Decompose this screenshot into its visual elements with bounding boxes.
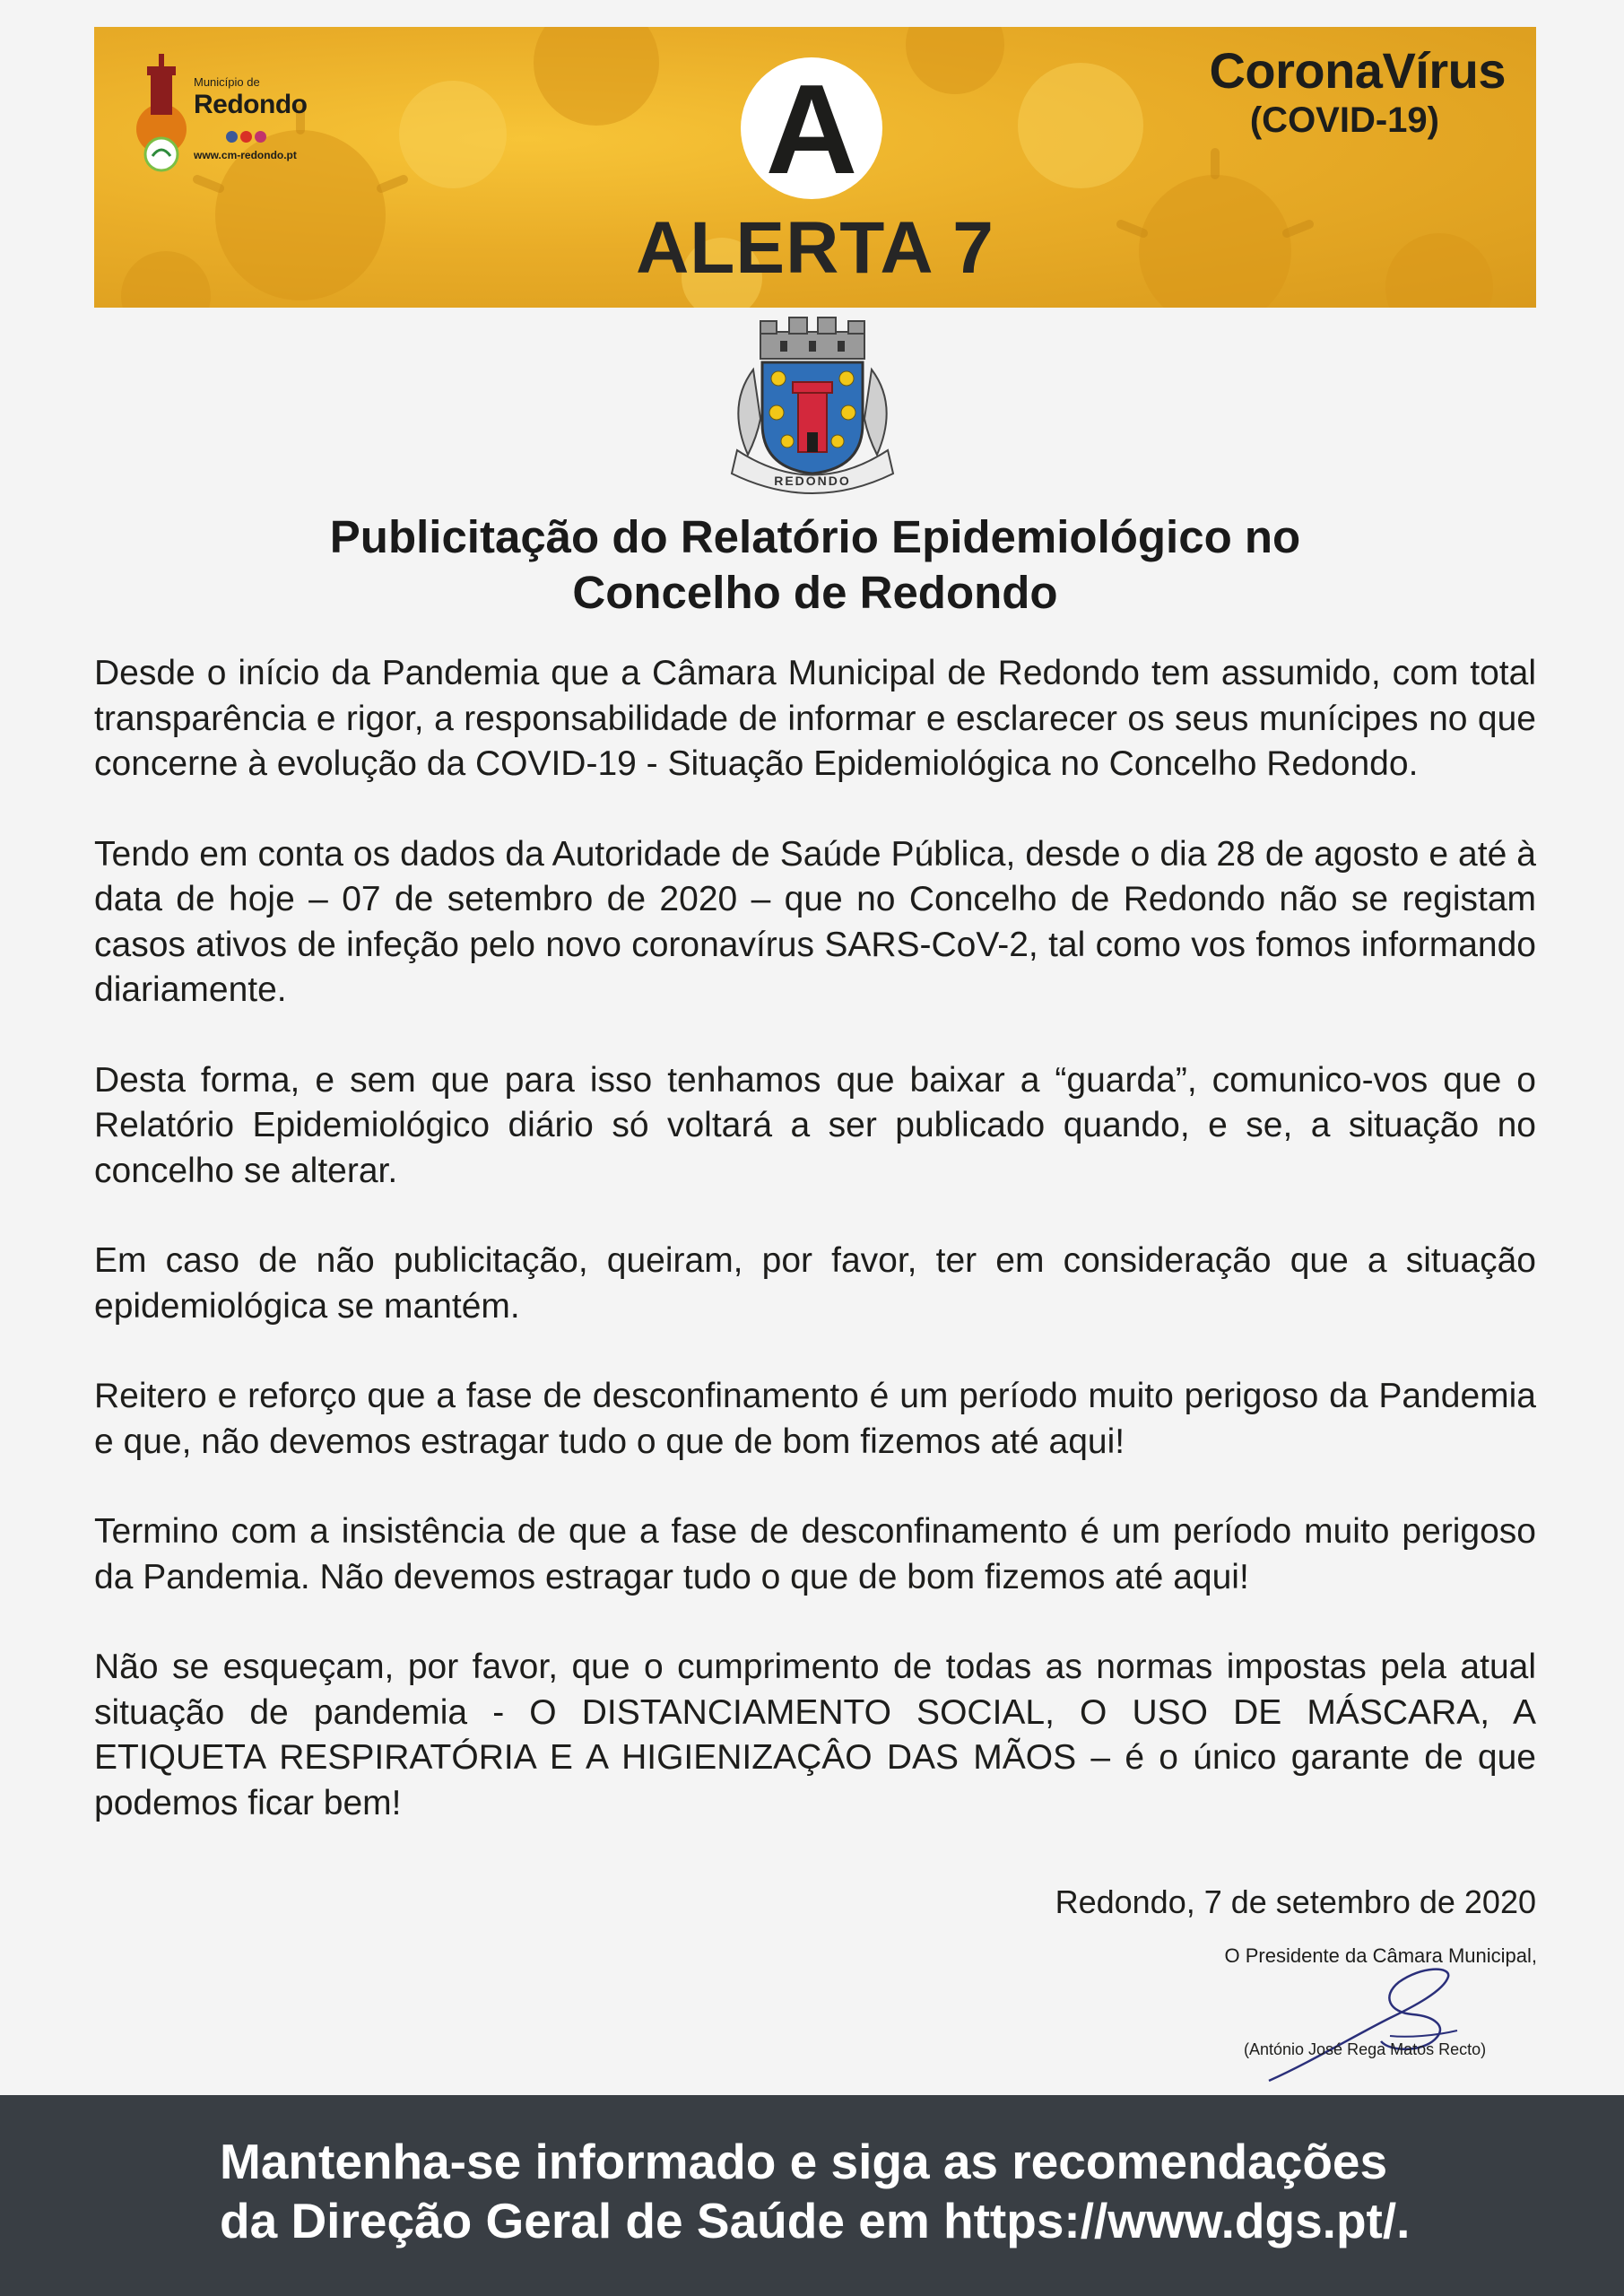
handwritten-signature [1255,1964,1471,2090]
alert-level-letter: A [765,58,858,201]
body-paragraph: Termino com a insistência de que a fase de desconfinamento é um período muito perigoso da Pandemia. Não devemos estragar tudo o que de bom fizemos até aqui! [94,1512,1536,1596]
body-paragraph: Reitero e reforço que a fase de desconfinamento é um período muito perigoso da Pandemia e que, não devemos estragar tudo o que de bom fizemos até aqui! [94,1377,1536,1461]
body-paragraph: Em caso de não publicitação, queiram, por favor, ter em consideração que a situação epidemiológica se mantém. [94,1241,1536,1326]
body-paragraph: Não se esqueçam, por favor, que o cumprimento de todas as normas impostas pela atual situação de pandemia - O DISTANCIAMENTO SOCIAL, O USO DE MÁSCARA, A ETIQUETA RESPIRATÓRIA E A HIGIENIZAÇÂO DAS MÃOS – é o único garante de que podemos ficar bem! [94,1648,1536,1822]
footer-banner [0,2095,1624,2296]
coronavirus-title: CoronaVírus [1209,42,1506,99]
document-title [94,509,1536,621]
coat-of-arms-label: REDONDO [774,474,851,488]
alert-title: ALERTA 7 [636,207,994,289]
social-icons [226,131,280,147]
logo-redondo-label: Redondo [194,90,308,119]
document-body [94,651,1536,1871]
signer-role: O Presidente da Câmara Municipal, [1224,1944,1537,1967]
instagram-icon [255,131,266,143]
castle-tower-icon [135,48,188,174]
body-paragraph: Tendo em conta os dados da Autoridade de Saúde Pública, desde o dia 28 de agosto e até à data de hoje – 07 de setembro de 2020 – que no Concelho de Redondo não se registam casos ativos de infeção pelo novo coronavírus SARS-CoV-2, tal como vos fomos informando diariamente. [94,834,1536,1009]
document-title-line2: Concelho de Redondo [572,567,1058,618]
facebook-icon [226,131,238,143]
logo-municipio-label: Município de [194,75,260,89]
signer-name: (António José Rega Matos Recto) [1244,2040,1487,2058]
footer-message-line1: Mantenha-se informado e siga as recomendações [220,2134,1388,2189]
body-paragraph: Desde o início da Pandemia que a Câmara Municipal de Redondo tem assumido, com total transparência e rigor, a responsabilidade de informar e esclarecer os seus munícipes no que concerne à evolução da COVID-19 - Situação Epidemiológica no Concelho Redondo. [94,654,1536,783]
document-date: Redondo, 7 de setembro de 2020 [1055,1883,1536,1920]
alert-banner [94,27,1536,308]
covid-subtitle: (COVID-19) [1249,100,1439,140]
footer-message-line2: da Direção Geral de Saúde em https://www.dgs.pt/. [220,2193,1411,2248]
body-paragraph: Desta forma, e sem que para isso tenhamos que baixar a “guarda”, comunico-vos que o Relatório Epidemiológico diário só voltará a ser publicado quando, e se, a situação no concelho se alterar. [94,1060,1536,1190]
logo-website: www.cm-redondo.pt [194,149,297,161]
municipality-logo [135,48,314,174]
coat-of-arms [717,316,908,497]
alert-level-badge [741,57,882,199]
document-title-line1: Publicitação do Relatório Epidemiológico no [329,511,1301,562]
youtube-icon [240,131,252,143]
coat-of-arms-icon [717,316,908,497]
